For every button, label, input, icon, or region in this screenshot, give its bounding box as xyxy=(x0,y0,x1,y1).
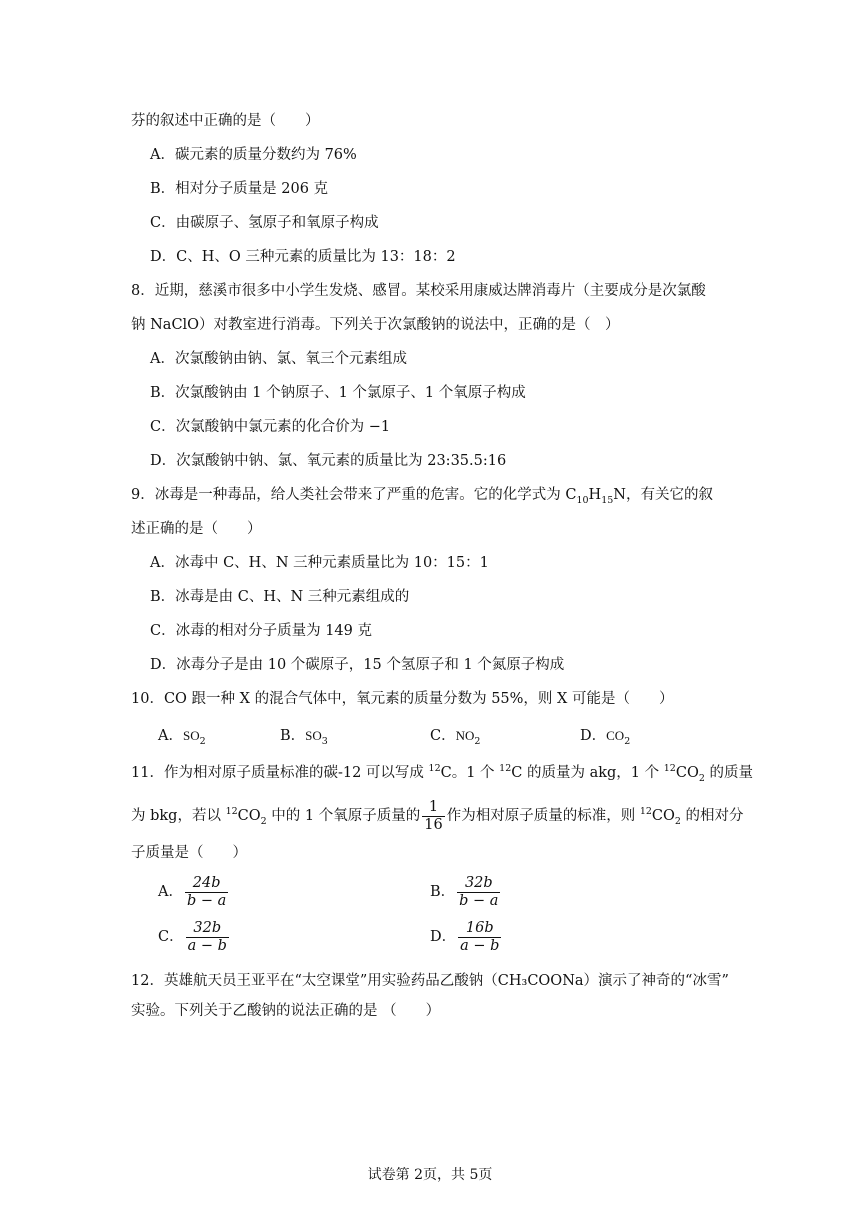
q11-option-c-label: C． xyxy=(158,929,184,945)
q11-stem-line2 xyxy=(131,797,744,835)
q11-sup: 12 xyxy=(639,806,652,818)
q7-option-d: D．C、H、O 三种元素的质量比为 13：18：2 xyxy=(150,249,456,265)
q10-option-c-label: C． xyxy=(430,728,456,744)
q11-text: 作为相对原子质量的标准，则 xyxy=(446,808,640,824)
q11-text: 的质量 xyxy=(704,765,753,781)
q12-stem-line1: 12．英雄航天员王亚平在“太空课堂”用实验药品乙酸钠（CH₃COONa）演示了神奇的“冰雪” xyxy=(131,973,729,989)
q11-text: 中的 1 个氧原子质量的 xyxy=(266,808,421,824)
q11-option-a-fraction xyxy=(185,875,228,910)
q10-option-b-formula: SO xyxy=(305,728,322,743)
q9-stem-line1 xyxy=(131,485,713,505)
q10-option-d-formula: CO xyxy=(606,728,625,743)
q10-option-a-formula: SO xyxy=(182,728,200,743)
q8-option-a: A．次氯酸钠由钠、氯、氧三个元素组成 xyxy=(150,351,407,367)
q8-stem-line2: 钠 NaClO）对教室进行消毒。下列关于次氯酸钠的说法中，正确的是（ ） xyxy=(131,317,620,333)
q11-stem-line1 xyxy=(131,763,753,783)
denominator: a − b xyxy=(460,937,500,954)
denominator: a − b xyxy=(187,937,227,954)
q11-text: CO xyxy=(237,808,261,824)
q11-sub: 2 xyxy=(674,815,681,827)
q11-option-a xyxy=(158,872,230,912)
q11-option-d-fraction xyxy=(458,920,501,955)
q11-text: C 的质量为 akg，1 个 xyxy=(511,765,664,781)
q11-text: CO xyxy=(651,808,675,824)
q7-option-c: C．由碳原子、氢原子和氧原子构成 xyxy=(150,215,379,231)
denominator: b − a xyxy=(459,892,499,909)
q11-text: CO xyxy=(675,765,699,781)
page-footer: 试卷第 2页，共 5页 xyxy=(367,1167,493,1183)
q11-sup: 12 xyxy=(428,763,441,775)
q11-option-b-label: B． xyxy=(430,884,456,900)
numerator: 32b xyxy=(193,919,222,936)
q12-stem-line2: 实验。下列关于乙酸钠的说法正确的是 （ ） xyxy=(131,1003,441,1019)
q9-sub-10: 10 xyxy=(576,494,589,506)
q9-text-c: N，有关它的叙 xyxy=(613,487,713,503)
q8-option-c: C．次氯酸钠中氯元素的化合价为 −1 xyxy=(150,419,391,435)
q9-option-d: D．冰毒分子是由 10 个碳原子，15 个氢原子和 1 个氮原子构成 xyxy=(150,657,565,673)
q10-option-d-label: D． xyxy=(580,728,607,744)
numerator: 32b xyxy=(464,874,493,891)
q11-option-a-label: A． xyxy=(158,884,183,900)
q10-option-b-label: B． xyxy=(280,728,306,744)
q11-option-d xyxy=(430,917,503,957)
q9-sub-15: 15 xyxy=(601,494,614,506)
q11-option-b xyxy=(430,872,502,912)
q11-option-c xyxy=(158,917,231,957)
q7-stem-tail: 芬的叙述中正确的是（ ） xyxy=(131,113,320,129)
q9-text-b: H xyxy=(588,487,602,503)
q10-option-d xyxy=(580,726,630,746)
q11-fraction-numerator: 1 xyxy=(428,798,439,815)
q11-stem-line3: 子质量是（ ） xyxy=(131,845,247,861)
q8-stem-line1: 8．近期，慈溪市很多中小学生发烧、感冒。某校采用康威达牌消毒片（主要成分是次氯酸 xyxy=(131,283,706,299)
q11-text: 为 bkg，若以 xyxy=(131,808,226,824)
q8-option-d: D．次氯酸钠中钠、氯、氧元素的质量比为 23:35.5:16 xyxy=(150,453,507,469)
q11-sup: 12 xyxy=(663,763,676,775)
q10-option-a xyxy=(158,726,206,746)
q11-option-b-fraction xyxy=(457,875,500,910)
q10-option-a-label: A． xyxy=(158,728,183,744)
q10-option-c-sub: 2 xyxy=(474,735,481,747)
q9-stem-line2: 述正确的是（ ） xyxy=(131,521,262,537)
q10-option-b xyxy=(280,726,328,746)
q9-option-c: C．冰毒的相对分子质量为 149 克 xyxy=(150,623,372,639)
q10-option-b-sub: 3 xyxy=(321,735,328,747)
q10-option-a-sub: 2 xyxy=(199,735,206,747)
q10-stem: 10．CO 跟一种 X 的混合气体中，氧元素的质量分数为 55%，则 X 可能是（ ） xyxy=(131,691,674,707)
q7-option-a: A．碳元素的质量分数约为 76% xyxy=(150,147,357,163)
q11-option-c-fraction xyxy=(186,920,229,955)
q8-option-b: B．次氯酸钠由 1 个钠原子、1 个氯原子、1 个氧原子构成 xyxy=(150,385,526,401)
q10-option-c xyxy=(430,726,480,746)
numerator: 24b xyxy=(192,874,221,891)
q11-sub: 2 xyxy=(260,815,267,827)
q11-text: C。1 个 xyxy=(440,765,500,781)
q9-option-a: A．冰毒中 C、H、N 三种元素质量比为 10：15：1 xyxy=(150,555,489,571)
q10-option-d-sub: 2 xyxy=(624,735,631,747)
numerator: 16b xyxy=(465,919,494,936)
q11-fraction xyxy=(422,799,444,834)
q11-text: 的相对分 xyxy=(680,808,744,824)
q11-sub: 2 xyxy=(698,772,705,784)
q11-sup: 12 xyxy=(225,806,238,818)
q9-text-a: 9．冰毒是一种毒品，给人类社会带来了严重的危害。它的化学式为 C xyxy=(131,487,577,503)
q10-option-c-formula: NO xyxy=(455,728,475,743)
q9-option-b: B．冰毒是由 C、H、N 三种元素组成的 xyxy=(150,589,410,605)
denominator: b − a xyxy=(186,892,227,909)
q11-fraction-denominator: 16 xyxy=(424,816,443,833)
q11-option-d-label: D． xyxy=(430,929,457,945)
q11-sup: 12 xyxy=(499,763,512,775)
q7-option-b: B．相对分子质量是 206 克 xyxy=(150,181,329,197)
q11-text: 11．作为相对原子质量标准的碳-12 可以写成 xyxy=(131,765,429,781)
